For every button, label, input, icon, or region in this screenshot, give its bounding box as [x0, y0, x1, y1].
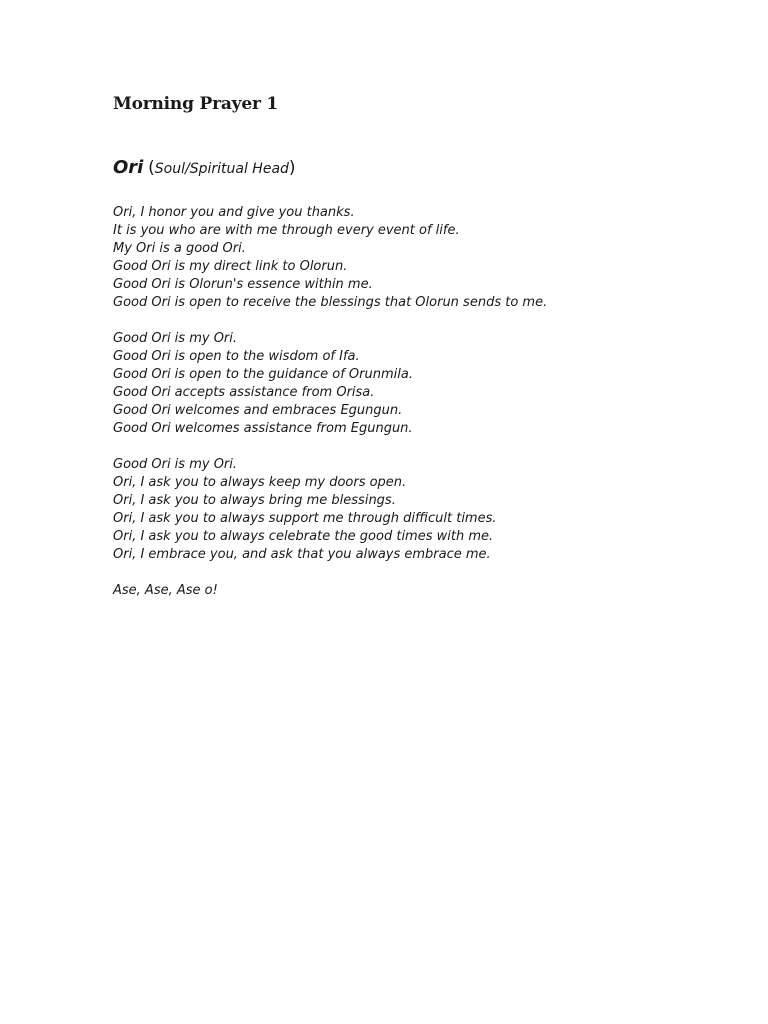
- prayer-line: Good Ori welcomes and embraces Egungun.: [113, 403, 403, 418]
- prayer-line: Good Ori is my Ori.: [113, 331, 238, 346]
- document-title: Morning Prayer 1: [113, 94, 279, 114]
- prayer-line: Good Ori is my Ori.: [113, 457, 238, 472]
- prayer-line: Good Ori is my direct link to Olorun.: [113, 259, 348, 274]
- prayer-line: Good Ori welcomes assistance from Egungun.: [113, 421, 413, 436]
- prayer-line: Good Ori is open to the guidance of Orunmila.: [113, 367, 413, 382]
- prayer-line: Ori, I honor you and give you thanks.: [113, 205, 355, 220]
- heading-subtitle: Soul/Spiritual Head: [154, 161, 289, 177]
- prayer-line: Good Ori accepts assistance from Orisa.: [113, 385, 375, 400]
- heading-open-paren: (: [148, 158, 155, 178]
- heading-close-paren: ): [288, 158, 296, 178]
- prayer-line: Ori, I ask you to always keep my doors open.: [113, 475, 407, 490]
- prayer-stanza-1: [113, 204, 547, 312]
- prayer-line: My Ori is a good Ori.: [113, 241, 246, 256]
- prayer-stanza-2: [113, 330, 413, 438]
- prayer-line: Ori, I ask you to always celebrate the good times with me.: [113, 529, 494, 544]
- prayer-line: Good Ori is Olorun's essence within me.: [113, 277, 373, 292]
- prayer-line: Ori, I ask you to always bring me blessings.: [113, 493, 396, 508]
- prayer-line: It is you who are with me through every event of life.: [113, 223, 460, 238]
- section-heading: [113, 155, 296, 182]
- prayer-closing: [113, 582, 218, 600]
- heading-ori: Ori: [113, 157, 144, 178]
- prayer-line: Ori, I embrace you, and ask that you always embrace me.: [113, 547, 491, 562]
- prayer-line: Ase, Ase, Ase o!: [113, 583, 218, 598]
- prayer-stanza-3: [113, 456, 497, 564]
- prayer-line: Good Ori is open to the wisdom of Ifa.: [113, 349, 360, 364]
- prayer-line: Ori, I ask you to always support me through difficult times.: [113, 511, 497, 526]
- prayer-line: Good Ori is open to receive the blessings that Olorun sends to me.: [113, 295, 548, 310]
